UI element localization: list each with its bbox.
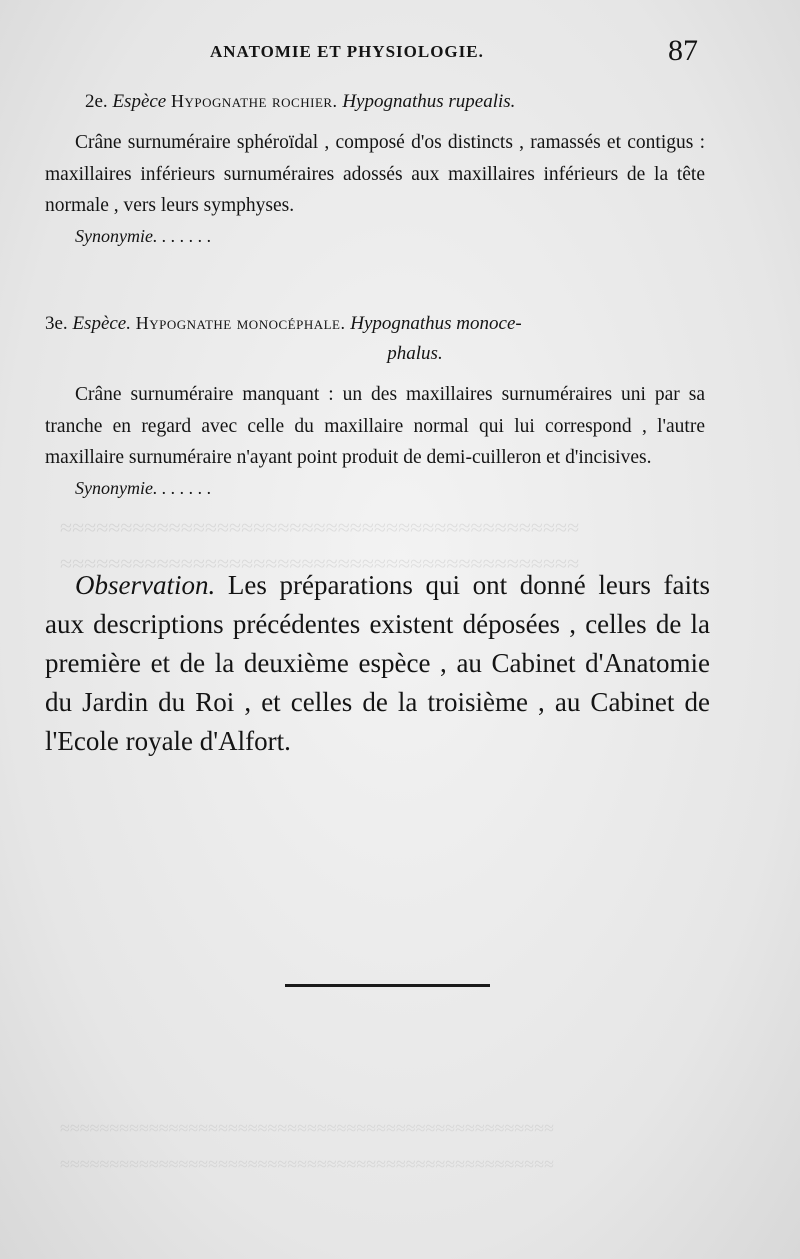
- page-number: 87: [668, 34, 698, 67]
- species-3-heading: [45, 308, 705, 369]
- species-latin-name: Hypognathus rupealis.: [342, 91, 516, 112]
- species-french-name: Hypognathe monocéphale.: [135, 313, 346, 333]
- species-3-entry: [45, 308, 705, 502]
- species-latin-name: Hypognathus monoce-: [350, 313, 522, 334]
- synonymie-line: Synonymie. . . . . . .: [75, 477, 212, 498]
- species-latin-name-continued: phalus.: [387, 343, 443, 364]
- observation-lead: Observation.: [75, 570, 216, 600]
- species-description: Crâne surnuméraire manquant : un des maxillaires surnuméraires uni par sa tranche en regard avec celle du maxillaire normal qui lui correspond , l'autre maxillaire surnuméraire n'ayant point produit de demi-cuilleron et d'incisives.: [45, 384, 705, 468]
- page-header: [0, 34, 800, 74]
- running-title: ANATOMIE ET PHYSIOLOGIE.: [210, 42, 484, 61]
- species-2-heading: [45, 86, 705, 117]
- synonymie-line: Synonymie. . . . . . .: [75, 225, 212, 246]
- section-rule: [285, 984, 490, 987]
- show-through-footnotes: ≈≈≈≈≈≈≈≈≈≈≈≈≈≈≈≈≈≈≈≈≈≈≈≈≈≈≈≈≈≈≈≈≈≈≈≈≈≈≈≈≈≈≈≈≈≈≈≈≈≈ ≈≈≈≈≈≈≈≈≈≈≈≈≈≈≈≈≈≈≈≈≈≈≈≈≈≈≈≈≈≈≈≈≈≈≈≈≈≈≈≈≈≈≈≈≈≈≈≈≈≈: [60, 1118, 554, 1174]
- species-french-name: Hypognathe rochier.: [171, 91, 338, 111]
- species-label: Espèce.: [72, 313, 131, 334]
- species-number: 3e.: [45, 313, 68, 334]
- observation-paragraph: [45, 566, 710, 761]
- species-label: Espèce: [112, 91, 167, 112]
- species-2-entry: [45, 86, 705, 250]
- show-through-text: ≈≈≈≈≈≈≈≈≈≈≈≈≈≈≈≈≈≈≈≈≈≈≈≈≈≈≈≈≈≈≈≈≈≈≈≈≈≈≈≈≈≈≈ ≈≈≈≈≈≈≈≈≈≈≈≈≈≈≈≈≈≈≈≈≈≈≈≈≈≈≈≈≈≈≈≈≈≈≈≈≈≈≈≈≈≈≈: [60, 515, 580, 576]
- species-number: 2e.: [85, 91, 108, 112]
- observation-text: Les préparations qui ont donné leurs faits aux descriptions précédentes existent déposées , celles de la première et de la deuxième espèce , au Cabinet d'Anatomie du Jardin du Roi , et celles de la troisième , au Cabinet de l'Ecole royale d'Alfort.: [45, 570, 710, 756]
- species-description: Crâne surnuméraire sphéroïdal , composé d'os distincts , ramassés et contigus : maxillaires inférieurs surnuméraires adossés aux maxillaires inférieurs de la tête normale , vers leurs symphyses.: [45, 132, 705, 216]
